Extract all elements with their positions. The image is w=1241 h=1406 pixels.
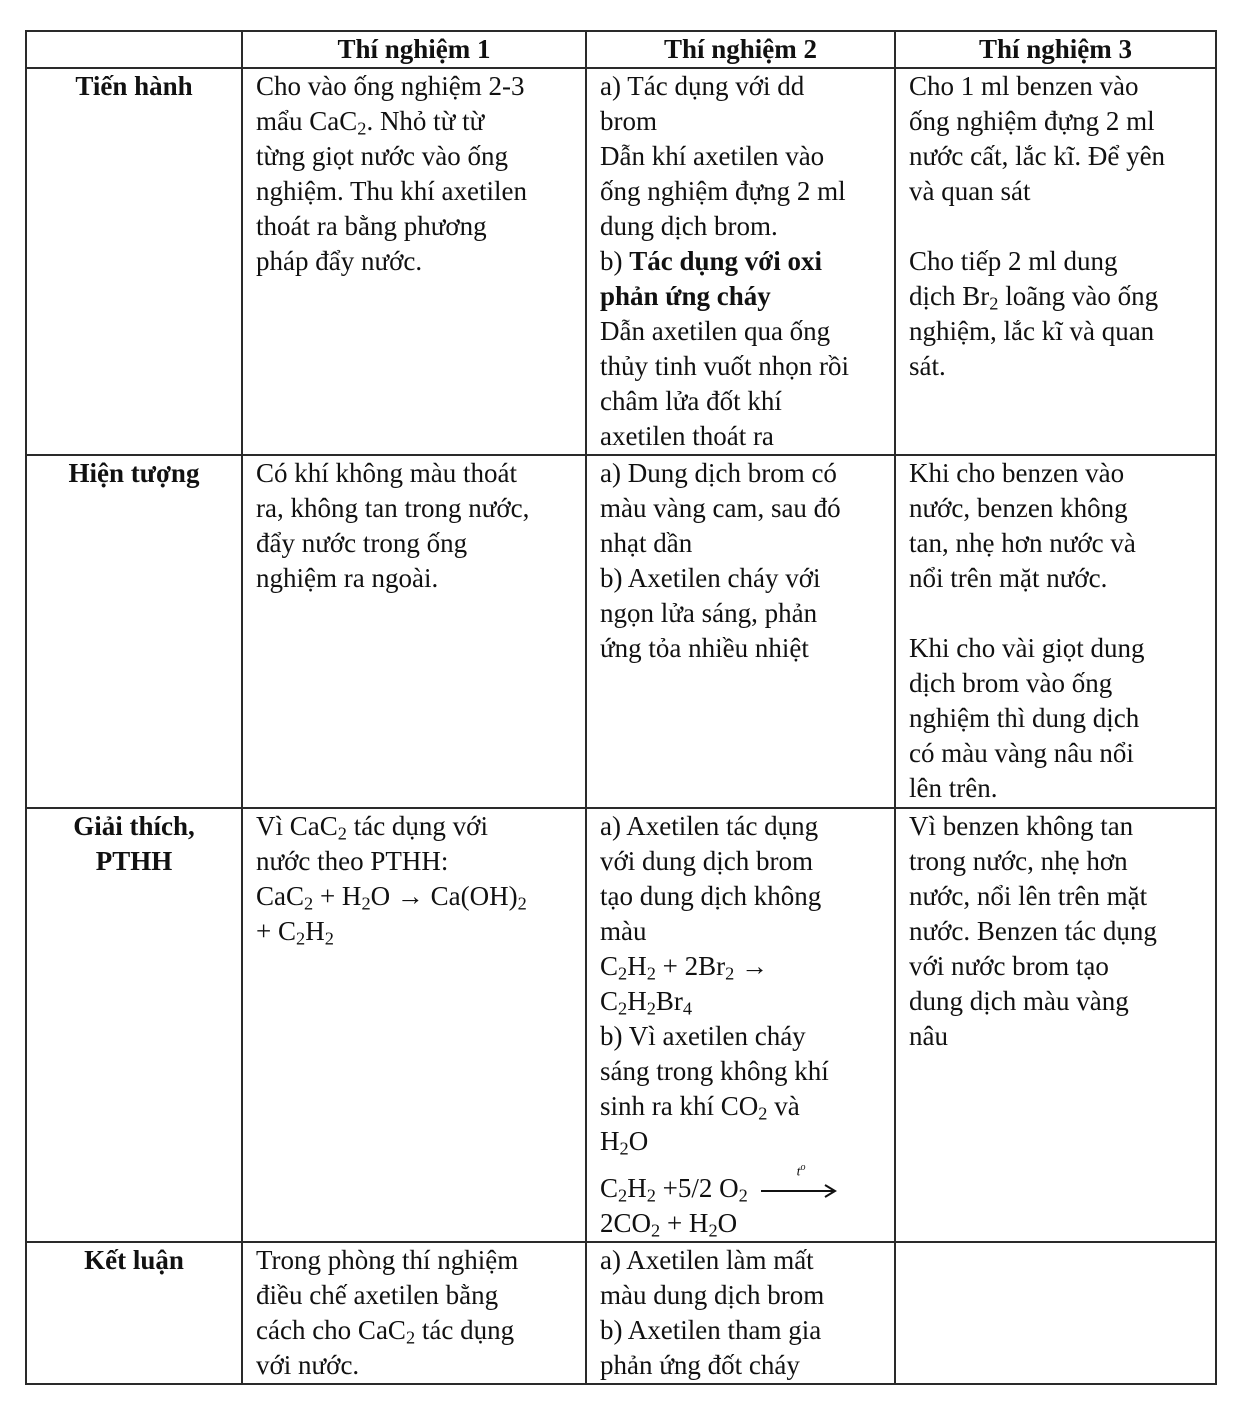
header-empty-cell <box>26 31 242 68</box>
text-line: Cho vào ống nghiệm 2-3 <box>256 71 525 101</box>
text-line: b) Axetilen cháy với <box>600 563 821 593</box>
conclusion-exp1-cell <box>242 1242 586 1384</box>
text-line: trong nước, nhẹ hơn <box>909 846 1128 876</box>
text-line: từng giọt nước vào ống <box>256 141 509 171</box>
text-line: nghiệm thì dung dịch <box>909 703 1140 733</box>
procedure-exp3-cell <box>895 68 1216 455</box>
text-line: và quan sát <box>909 176 1031 206</box>
paragraph-gap <box>909 596 1205 631</box>
equation-line: + $C_2H_2$ <box>256 916 334 949</box>
text-line: điều chế axetilen bằng <box>256 1280 499 1310</box>
text-line: châm lửa đốt khí <box>600 386 782 416</box>
equation-line: $C_2H_2 + 2Br_2$ → <box>600 951 769 984</box>
text-line: Dẫn khí axetilen vào <box>600 141 825 171</box>
text-line: phản ứng cháy <box>600 281 771 311</box>
text-line: nâu <box>909 1021 948 1051</box>
header-row <box>26 31 1216 68</box>
text-line: ứng tỏa nhiều nhiệt <box>600 633 809 663</box>
text-line: a) Axetilen tác dụng <box>600 811 819 841</box>
text-line: b) Tác dụng với oxi <box>600 246 822 276</box>
text-line: có màu vàng nâu nổi <box>909 738 1134 768</box>
text-line: thủy tinh vuốt nhọn rồi <box>600 351 849 381</box>
phenomenon-exp3-cell <box>895 455 1216 808</box>
text-line: với nước brom tạo <box>909 951 1109 981</box>
reaction-arrow-icon: $t^o$ <box>761 1181 839 1201</box>
row-label-procedure: Tiến hành <box>26 68 242 455</box>
text-line: phản ứng đốt cháy <box>600 1350 800 1380</box>
header-experiment-2: Thí nghiệm 2 <box>586 31 895 68</box>
phenomenon-exp2-cell <box>586 455 895 808</box>
text-line: nổi trên mặt nước. <box>909 563 1108 593</box>
text-line: ngọn lửa sáng, phản <box>600 598 818 628</box>
text-line: Khi cho vài giọt dung <box>909 633 1145 663</box>
row-phenomenon <box>26 455 1216 808</box>
text-line: b) Vì axetilen cháy <box>600 1021 806 1051</box>
text-line: axetilen thoát ra <box>600 421 774 451</box>
text-line: $H_2O$ <box>600 1126 649 1159</box>
text-line: dịch brom vào ống <box>909 668 1113 698</box>
explanation-exp2-cell <box>586 808 895 1242</box>
experiment-table <box>25 30 1217 1385</box>
row-procedure <box>26 68 1216 455</box>
equation-line: $2CO_2 + H_2O$ <box>600 1208 738 1241</box>
text-line: ống nghiệm đựng 2 ml <box>600 176 846 206</box>
text-line: pháp đẩy nước. <box>256 246 423 276</box>
explanation-exp3-cell <box>895 808 1216 1242</box>
text-line: tạo dung dịch không <box>600 881 822 911</box>
text-line: Có khí không màu thoát <box>256 458 517 488</box>
text-line: dịch $Br_2$ loãng vào ống <box>909 281 1159 314</box>
text-line: sinh ra khí $CO_2$ và <box>600 1091 800 1124</box>
text-line: sát. <box>909 351 946 381</box>
text-line: Vì benzen không tan <box>909 811 1134 841</box>
equation-line: $CaC_2 + H_2O \to Ca(OH)_2$ <box>256 881 527 914</box>
text-line: a) Tác dụng với dd <box>600 71 805 101</box>
document-page <box>25 30 1215 1385</box>
row-label-explanation: Giải thích, PTHH <box>26 808 242 1242</box>
text-line: brom <box>600 106 657 136</box>
text-line: màu dung dịch brom <box>600 1280 825 1310</box>
text-line: ra, không tan trong nước, <box>256 493 530 523</box>
text-line: Dẫn axetilen qua ống <box>600 316 831 346</box>
text-line: nhạt dần <box>600 528 693 558</box>
conclusion-exp2-cell <box>586 1242 895 1384</box>
text-line: sáng trong không khí <box>600 1056 829 1086</box>
procedure-exp1-cell <box>242 68 586 455</box>
text-line: đẩy nước trong ống <box>256 528 468 558</box>
procedure-exp2-cell <box>586 68 895 455</box>
text-line: nghiệm. Thu khí axetilen <box>256 176 527 206</box>
text-line: nước, nổi lên trên mặt <box>909 881 1148 911</box>
text-line: với nước. <box>256 1350 360 1380</box>
conclusion-exp3-cell <box>895 1242 1216 1384</box>
text-line: Khi cho benzen vào <box>909 458 1125 488</box>
text-line: tan, nhẹ hơn nước và <box>909 528 1136 558</box>
header-experiment-3: Thí nghiệm 3 <box>895 31 1216 68</box>
text-line: màu <box>600 916 647 946</box>
text-line: dung dịch màu vàng <box>909 986 1129 1016</box>
text-line: Vì CaC$_2$ tác dụng với <box>256 811 488 844</box>
text-line: lên trên. <box>909 773 998 803</box>
text-line: nước theo PTHH: <box>256 846 449 876</box>
text-line: màu vàng cam, sau đó <box>600 493 841 523</box>
equation-line: $C_2H_2 +5/2$ $O_2$ $t^o$ <box>600 1171 884 1206</box>
text-line: cách cho CaC$_2$ tác dụng <box>256 1315 515 1348</box>
equation-line: $C_2H_2Br_4$ <box>600 986 693 1019</box>
text-line: mẩu CaC$_2$. Nhỏ từ từ <box>256 106 485 139</box>
text-line: với dung dịch brom <box>600 846 814 876</box>
text-line: Cho 1 ml benzen vào <box>909 71 1139 101</box>
row-label-phenomenon: Hiện tượng <box>26 455 242 808</box>
text-line: a) Dung dịch brom có <box>600 458 837 488</box>
text-line: nghiệm, lắc kĩ và quan <box>909 316 1155 346</box>
text-line: nghiệm ra ngoài. <box>256 563 439 593</box>
text-line: a) Axetilen làm mất <box>600 1245 814 1275</box>
text-line: b) Axetilen tham gia <box>600 1315 822 1345</box>
text-line: dung dịch brom. <box>600 211 778 241</box>
text-line: thoát ra bằng phương <box>256 211 487 241</box>
text-line: nước cất, lắc kĩ. Để yên <box>909 141 1166 171</box>
text-line: ống nghiệm đựng 2 ml <box>909 106 1155 136</box>
row-explanation <box>26 808 1216 1242</box>
explanation-exp1-cell <box>242 808 586 1242</box>
row-conclusion <box>26 1242 1216 1384</box>
phenomenon-exp1-cell <box>242 455 586 808</box>
header-experiment-1: Thí nghiệm 1 <box>242 31 586 68</box>
text-line: Cho tiếp 2 ml dung <box>909 246 1118 276</box>
text-line: nước, benzen không <box>909 493 1128 523</box>
row-label-conclusion: Kết luận <box>26 1242 242 1384</box>
text-line: nước. Benzen tác dụng <box>909 916 1157 946</box>
paragraph-gap <box>909 209 1205 244</box>
text-line: Trong phòng thí nghiệm <box>256 1245 519 1275</box>
